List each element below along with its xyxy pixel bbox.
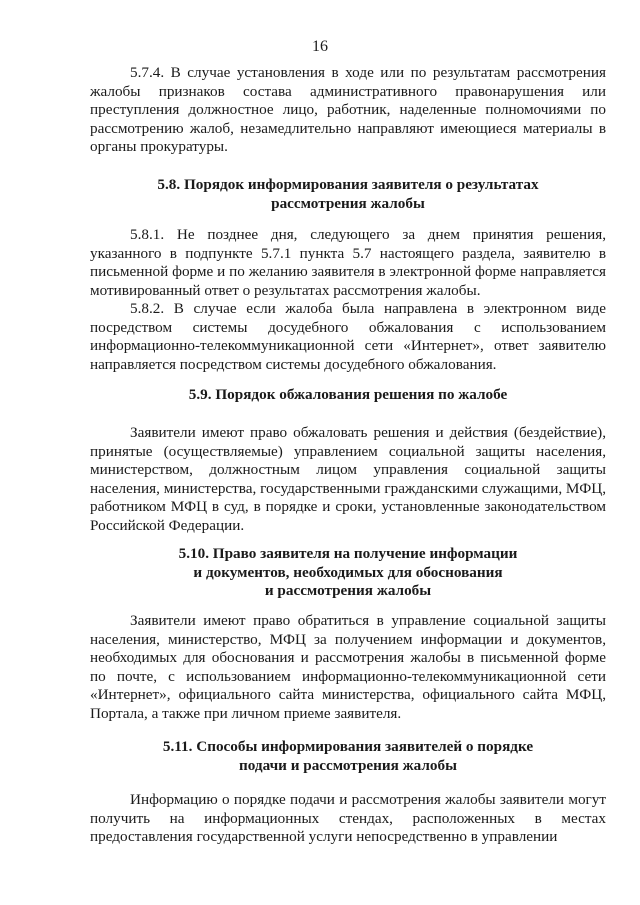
heading-5-10-line-2: и документов, необходимых для обоснования bbox=[193, 563, 503, 581]
heading-5-8-line-2: рассмотрения жалобы bbox=[271, 194, 425, 212]
heading-5-11-line-1: 5.11. Способы информирования заявителей о порядке bbox=[162, 738, 534, 755]
paragraph-5-11: Информацию о порядке подачи и рассмотрения жалобы заявители могут получить на информационных стендах, расположенных в местах предоставления государственной услуги непосредственно в управлении bbox=[90, 791, 606, 846]
paragraph-5-8-1: 5.8.1. Не позднее дня, следующего за днем принятия решения, указанного в подпункте 5.7.1 пункта 5.7 настоящего раздела, заявителю в письменной форме и по желанию заявителя в электронной форме направляется мотивированный ответ о результатах рассмотрения жалобы. bbox=[90, 226, 606, 299]
heading-5-10-line-3: и рассмотрения жалобы bbox=[264, 582, 432, 600]
paragraph-5-8-2: 5.8.2. В случае если жалоба была направлена в электронном виде посредством системы досудебного обжалования с использованием информационно-телекоммуникационной сети «Интернет», ответ заявителю направляется посредством системы досудебного обжалования. bbox=[90, 300, 606, 373]
paragraph-5-10: Заявители имеют право обратиться в управление социальной защиты населения, министерство, МФЦ за получением информации и документов, необходимых для обоснования и рассмотрения жалобы в письменной форме по почте, с использованием информационно-телекоммуникационной сети «Интернет», официального сайта министерства, официального сайта МФЦ, Портала, а также при личном приеме заявителя. bbox=[90, 612, 606, 722]
heading-5-10 bbox=[90, 545, 606, 601]
heading-5-11-line-2: подачи и рассмотрения жалобы bbox=[239, 756, 457, 774]
heading-5-11 bbox=[90, 738, 606, 775]
paragraph-5-9: Заявители имеют право обжаловать решения и действия (бездействие), принятые (осуществляемые) управлением социальной защиты населения, министерством, должностным лицом управления социальной защиты населения, министерства, государственными гражданскими служащими, МФЦ, работником МФЦ в суд, в порядке и сроки, установленные законодательством Российской Федерации. bbox=[90, 424, 606, 534]
heading-5-8 bbox=[90, 176, 606, 213]
heading-5-8-line-1: 5.8. Порядок информирования заявителя о результатах bbox=[157, 176, 539, 193]
page-number: 16 bbox=[312, 38, 328, 55]
heading-5-10-line-1: 5.10. Право заявителя на получение информации bbox=[178, 545, 518, 562]
heading-5-9: 5.9. Порядок обжалования решения по жалобе bbox=[188, 386, 508, 403]
paragraph-5-7-4: 5.7.4. В случае установления в ходе или по результатам рассмотрения жалобы признаков состава административного правонарушения или преступления должностное лицо, работник, наделенные полномочиями по рассмотрению жалоб, незамедлительно направляют имеющиеся материалы в органы прокуратуры. bbox=[90, 64, 606, 156]
